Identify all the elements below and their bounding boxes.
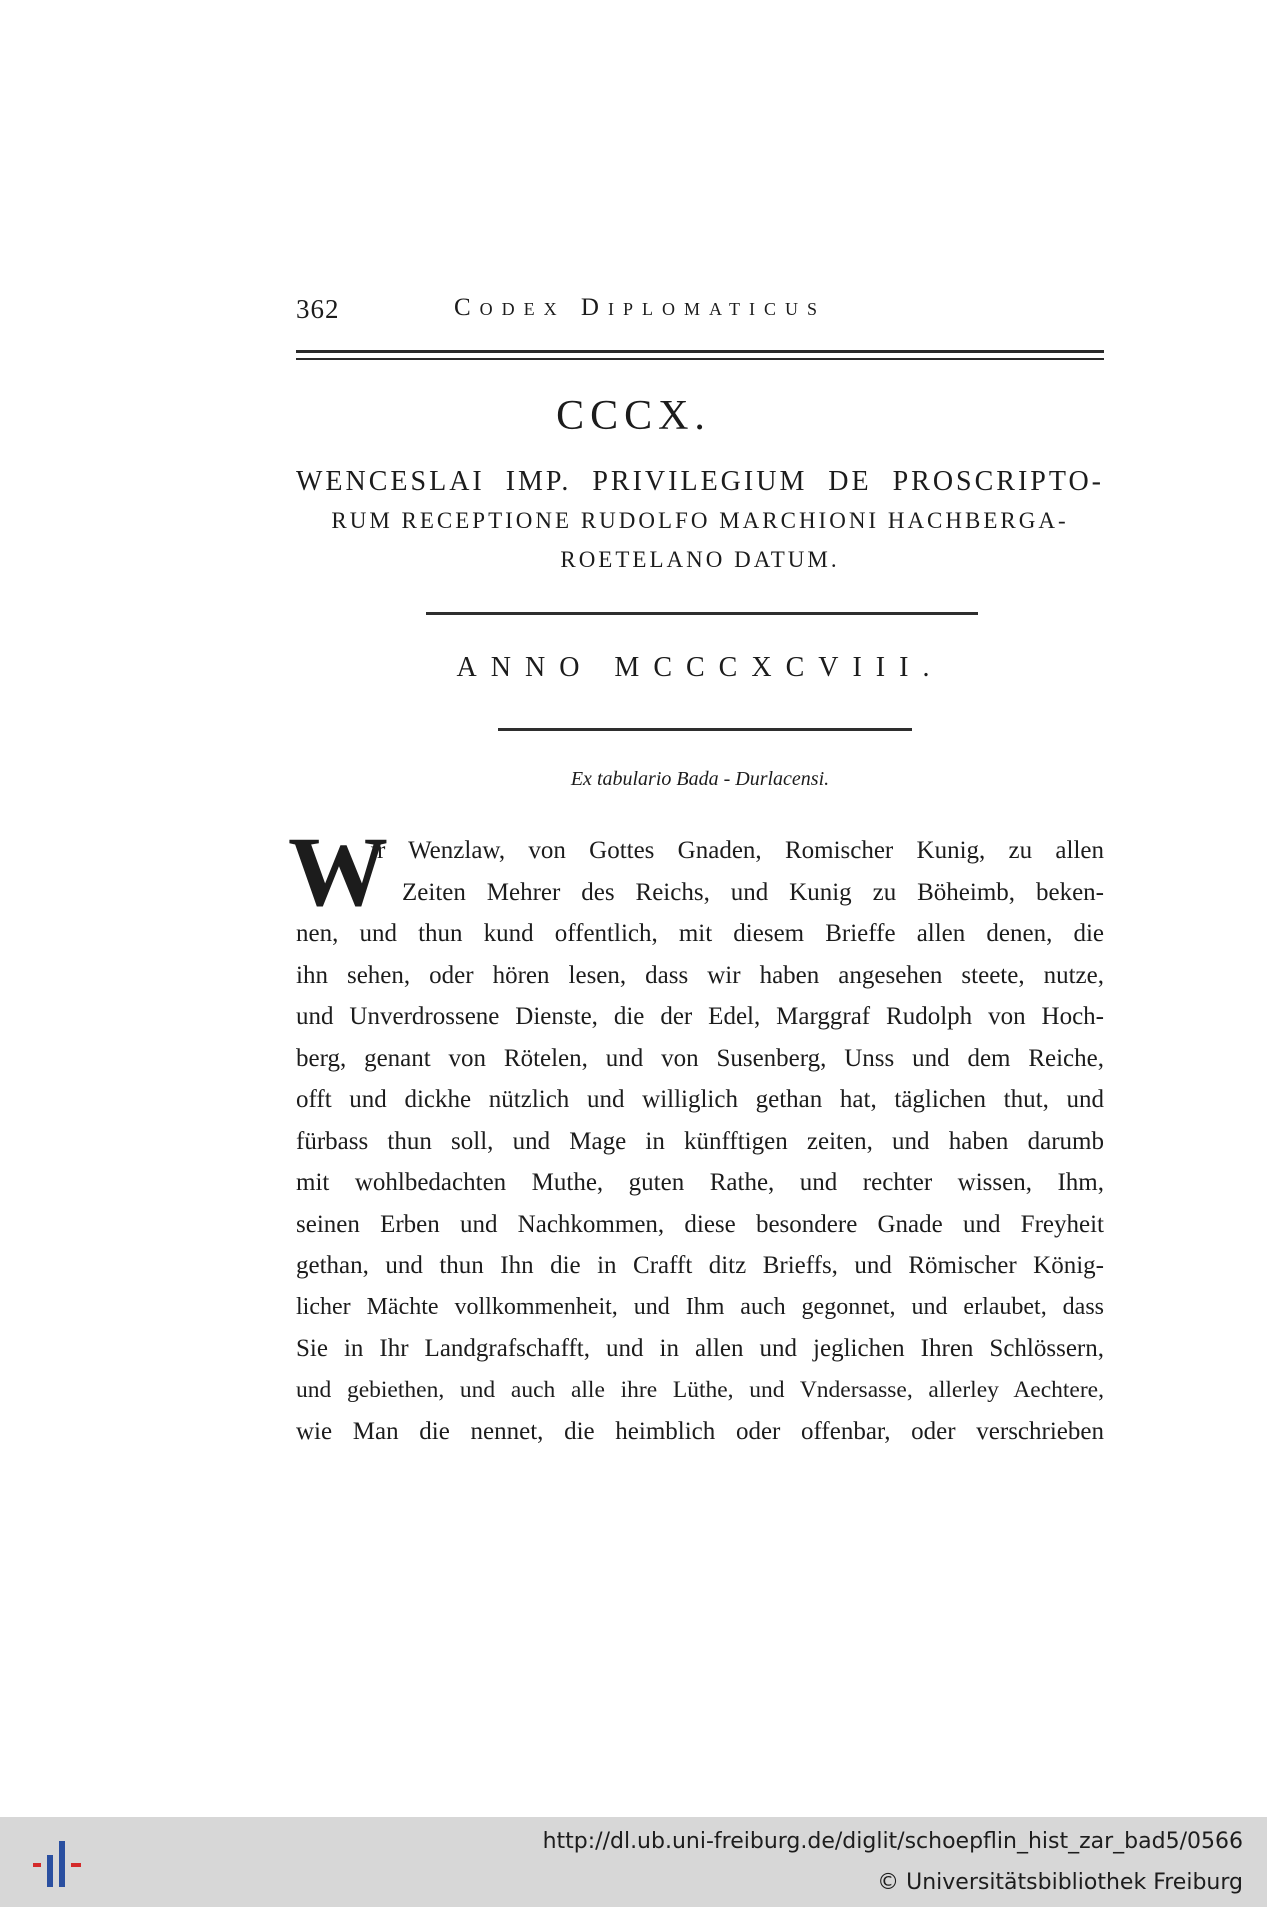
charter-title-line: ROETELANO DATUM. (560, 547, 840, 572)
section-divider (426, 612, 978, 615)
body-line: Sie in Ihr Landgrafschafft, und in allen und jeglichen Ihren Schlössern, (296, 1335, 1104, 1362)
charter-title-line: RUM RECEPTIONE RUDOLFO MARCHIONI HACHBERGA- (331, 508, 1069, 533)
drop-cap: W (288, 816, 388, 927)
charter-source: Ex tabulario Bada - Durlacensi. (570, 768, 830, 790)
header-rule-thick (296, 350, 1104, 353)
footer-bar (0, 1817, 1267, 1907)
body-line: und Unverdrossene Dienste, die der Edel, Marggraf Rudolph von Hoch- (296, 1003, 1104, 1030)
charter-year: ANNO MCCCXCVIII. (456, 652, 944, 683)
body-line: offt und dickhe nützlich und williglich gethan hat, täglichen thut, und (296, 1086, 1104, 1113)
body-line: nen, und thun kund offentlich, mit diesem Brieffe allen denen, die (296, 920, 1104, 947)
charter-body (288, 816, 1104, 1453)
section-divider (498, 728, 912, 731)
body-line: Zeiten Mehrer des Reichs, und Kunig zu Böheimb, beken- (402, 878, 1104, 906)
running-header (296, 290, 1104, 330)
charter-title-line: WENCESLAI IMP. PRIVILEGIUM DE PROSCRIPTO- (296, 466, 1104, 497)
body-line: fürbass thun soll, und Mage in künfftigen zeiten, und haben darumb (296, 1127, 1104, 1155)
body-line: und gebiethen, und auch alle ihre Lüthe, und Vndersasse, allerley Aechtere, (296, 1376, 1104, 1403)
body-line: wie Man die nennet, die heimblich oder offenbar, oder verschrieben (296, 1418, 1104, 1445)
header-rule-thin (296, 358, 1104, 360)
charter-number: CCCX. (556, 393, 711, 439)
ub-freiburg-logo-icon[interactable] (33, 1833, 83, 1893)
body-line: mit wohlbedachten Muthe, guten Rathe, und rechter wissen, Ihm, (296, 1169, 1104, 1196)
body-line: licher Mächte vollkommenheit, und Ihm auch gegonnet, und erlaubet, dass (296, 1293, 1104, 1320)
body-line: ihn sehen, oder hören lesen, dass wir haben angesehen steete, nutze, (296, 961, 1104, 989)
document-url-link[interactable]: http://dl.ub.uni-freiburg.de/diglit/schoepflin_hist_zar_bad5/0566 (542, 1829, 1243, 1854)
body-line: berg, genant von Rötelen, und von Susenberg, Unss und dem Reiche, (296, 1044, 1104, 1072)
running-title: Codex Diplomaticus (454, 294, 826, 321)
copyright-notice: © Universitätsbibliothek Freiburg (877, 1870, 1243, 1895)
body-line: seinen Erben und Nachkommen, diese besondere Gnade und Freyheit (296, 1210, 1104, 1238)
page-number: 362 (296, 294, 340, 324)
body-line: ir Wenzlaw, von Gottes Gnaden, Romischer Kunig, zu allen (370, 837, 1104, 864)
charter-title (296, 462, 1104, 579)
body-line: gethan, und thun Ihn die in Crafft ditz Brieffs, und Römischer König- (296, 1252, 1104, 1279)
